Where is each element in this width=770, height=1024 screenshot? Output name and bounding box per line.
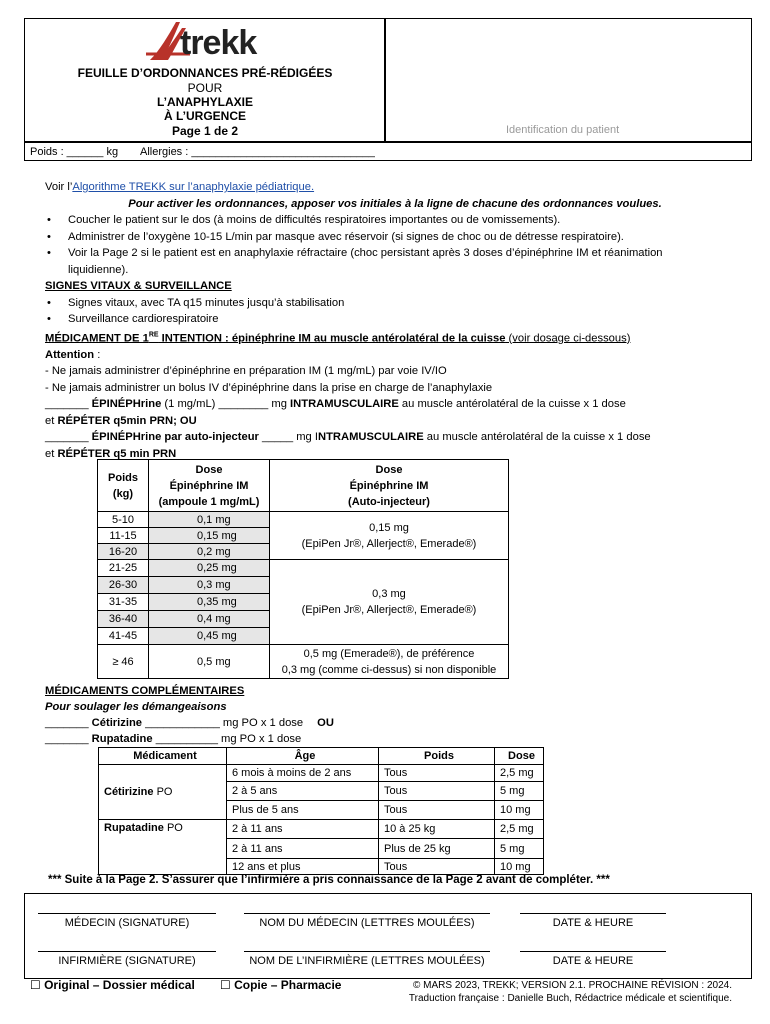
table-cell: Tous [379, 782, 495, 801]
instruction-text: Pour activer les ordonnances, apposer vos initiales à la ligne de chacune des ordonnances voulues. [128, 197, 662, 210]
label-date-1: DATE & HEURE [552, 917, 634, 929]
patient-id-label: Identification du patient [506, 124, 620, 136]
table-cell: 0,1 mg [149, 512, 270, 528]
order-epinephrine-ampoule[interactable]: _______ ÉPINÉPHrine (1 mg/mL) ________ mg INTRAMUSCULAIRE au muscle antérolatéral de la cuisse x 1 dose [45, 398, 626, 411]
table-cell: 0,35 mg [149, 594, 270, 611]
table-cell: 16-20 [98, 544, 149, 560]
signature-line[interactable] [38, 913, 216, 914]
page-number: Page 1 de 2 [171, 124, 239, 138]
label-infirmiere-signature: INFIRMIÈRE (SIGNATURE) [58, 955, 196, 967]
table-cell: 5-10 [98, 512, 149, 528]
attention-label: Attention : [45, 348, 101, 361]
auto-dose-2: 0,3 mg (EpiPen Jr®, Allerject®, Emerade®) [270, 560, 509, 645]
table-cell: 0,4 mg [149, 611, 270, 628]
table-cell: 0,45 mg [149, 628, 270, 645]
table-cell: 12 ans et plus [227, 859, 379, 875]
brand-logo: trekk [180, 24, 257, 62]
table-cell: 0,5 mg [149, 645, 270, 679]
med-rupatadine: Rupatadine PO [99, 820, 227, 875]
signature-line[interactable] [520, 913, 666, 914]
table-cell: 41-45 [98, 628, 149, 645]
table-cell: Tous [379, 801, 495, 820]
table-cell: Plus de 5 ans [227, 801, 379, 820]
table-header: Poids [379, 748, 495, 765]
table-header: Dose [495, 748, 544, 765]
table-cell: Plus de 25 kg [379, 839, 495, 859]
table-cell: 0,2 mg [149, 544, 270, 560]
list-item-continuation: liquidienne). [68, 263, 129, 276]
table-cell: 0,15 mg [149, 528, 270, 544]
auto-dose-3: 0,5 mg (Emerade®), de préférence 0,3 mg (comme ci-dessus) si non disponible [270, 645, 509, 679]
allergies-field[interactable]: Allergies : ______________________________ [140, 146, 375, 158]
table-cell: 5 mg [495, 839, 544, 859]
med1-heading: MÉDICAMENT DE 1RE INTENTION : épinéphrine IM au muscle antérolatéral de la cuisse (voir dosage ci-dessous) [45, 331, 631, 345]
signature-line[interactable] [244, 951, 490, 952]
header-ampoule: Dose Épinéphrine IM (ampoule 1 mg/mL) [149, 460, 270, 512]
med-cetirizine: Cétirizine PO [99, 765, 227, 820]
table-cell: 5 mg [495, 782, 544, 801]
table-cell: ≥ 46 [98, 645, 149, 679]
signature-line[interactable] [520, 951, 666, 952]
suite-notice: *** Suite à la Page 2. S’assurer que l’infirmière a pris connaissance de la Page 2 avant de compléter. *** [48, 874, 610, 886]
med-table [98, 747, 544, 875]
algorithm-link[interactable]: Algorithme TREKK sur l’anaphylaxie pédiatrique. [72, 181, 315, 193]
table-cell: 0,3 mg [149, 577, 270, 594]
label-date-2: DATE & HEURE [552, 955, 634, 967]
table-cell: 2,5 mg [495, 765, 544, 782]
list-item: • Surveillance cardiorespiratoire [45, 311, 745, 328]
table-cell: 21-25 [98, 560, 149, 577]
header-divider [384, 18, 386, 142]
table-cell: 6 mois à moins de 2 ans [227, 765, 379, 782]
table-cell: 36-40 [98, 611, 149, 628]
table-cell: Tous [379, 859, 495, 875]
list-item: • Signes vitaux, avec TA q15 minutes jusqu’à stabilisation [45, 295, 745, 312]
table-cell: 10 à 25 kg [379, 820, 495, 839]
signature-line[interactable] [38, 951, 216, 952]
dose-table [97, 459, 509, 679]
voir-prefix: Voir l’ [45, 181, 73, 193]
form-title-line1: FEUILLE D’ORDONNANCES PRÉ-RÉDIGÉES [77, 66, 333, 80]
label-infirmiere-nom: NOM DE L’INFIRMIÈRE (LETTRES MOULÉES) [249, 955, 485, 967]
order-epinephrine-auto[interactable]: _______ ÉPINÉPHrine par auto-injecteur _____ mg INTRAMUSCULAIRE au muscle antérolatéral de la cuisse x 1 dose [45, 431, 651, 444]
form-title-line3: L’ANAPHYLAXIE [156, 95, 253, 109]
header-poids: Poids (kg) [98, 460, 149, 512]
table-cell: 10 mg [495, 801, 544, 820]
form-title-line2: POUR [187, 81, 223, 95]
order-rupatadine[interactable]: _______ Rupatadine __________ mg PO x 1 dose [45, 733, 302, 745]
intro-section [45, 179, 745, 462]
list-item: • Administrer de l’oxygène 10-15 L/min par masque avec réservoir (si signes de choc ou de détresse respiratoire). [45, 229, 745, 246]
attention-line: - Ne jamais administrer un bolus IV d’épinéphrine dans la prise en charge de l’anaphylaxie [45, 381, 493, 394]
order-repeat: et RÉPÉTER q5 min PRN [45, 447, 177, 460]
checkbox-original[interactable]: ☐ Original – Dossier médical [30, 978, 195, 992]
checkbox-copie[interactable]: ☐ Copie – Pharmacie [220, 978, 342, 992]
table-cell: 2 à 11 ans [227, 820, 379, 839]
header-divider-bottom [24, 141, 752, 143]
comp-section [45, 683, 745, 747]
table-cell: 2,5 mg [495, 820, 544, 839]
table-header: Médicament [99, 748, 227, 765]
header-auto: Dose Épinéphrine IM (Auto-injecteur) [270, 460, 509, 512]
label-medecin-nom: NOM DU MÉDECIN (LETTRES MOULÉES) [259, 917, 475, 929]
label-medecin-signature: MÉDECIN (SIGNATURE) [64, 917, 190, 929]
table-cell: 2 à 11 ans [227, 839, 379, 859]
table-cell: Tous [379, 765, 495, 782]
table-cell: 10 mg [495, 859, 544, 875]
form-title-line4: À L’URGENCE [163, 109, 246, 123]
translation-credit: Traduction française : Danielle Buch, Rédactrice médicale et scientifique. [408, 993, 732, 1004]
table-cell: 0,25 mg [149, 560, 270, 577]
table-cell: 26-30 [98, 577, 149, 594]
auto-dose-1: 0,15 mg (EpiPen Jr®, Allerject®, Emerade®) [270, 512, 509, 560]
order-cetirizine[interactable]: _______ Cétirizine ____________ mg PO x 1 dose OU [45, 717, 334, 729]
signes-heading: SIGNES VITAUX & SURVEILLANCE [45, 280, 232, 292]
copyright: © MARS 2023, TREKK; VERSION 2.1. PROCHAINE RÉVISION : 2024. [413, 980, 732, 991]
order-repeat: et RÉPÉTER q5min PRN; OU [45, 414, 197, 427]
comp-subheading: Pour soulager les démangeaisons [45, 701, 227, 713]
table-cell: 31-35 [98, 594, 149, 611]
list-item: • Voir la Page 2 si le patient est en anaphylaxie réfractaire (choc persistant après 3 doses d’épinéphrine IM et réanimation [45, 245, 745, 262]
comp-heading: MÉDICAMENTS COMPLÉMENTAIRES [45, 685, 245, 697]
weight-field[interactable]: Poids : ______ kg [30, 146, 119, 158]
attention-line: - Ne jamais administrer d’épinéphrine en préparation IM (1 mg/mL) par voie IV/IO [45, 365, 447, 378]
table-header: Âge [227, 748, 379, 765]
table-cell: 11-15 [98, 528, 149, 544]
list-item: • Coucher le patient sur le dos (à moins de difficultés respiratoires importantes ou de vomissements). [45, 212, 745, 229]
table-cell: 2 à 5 ans [227, 782, 379, 801]
signature-line[interactable] [244, 913, 490, 914]
